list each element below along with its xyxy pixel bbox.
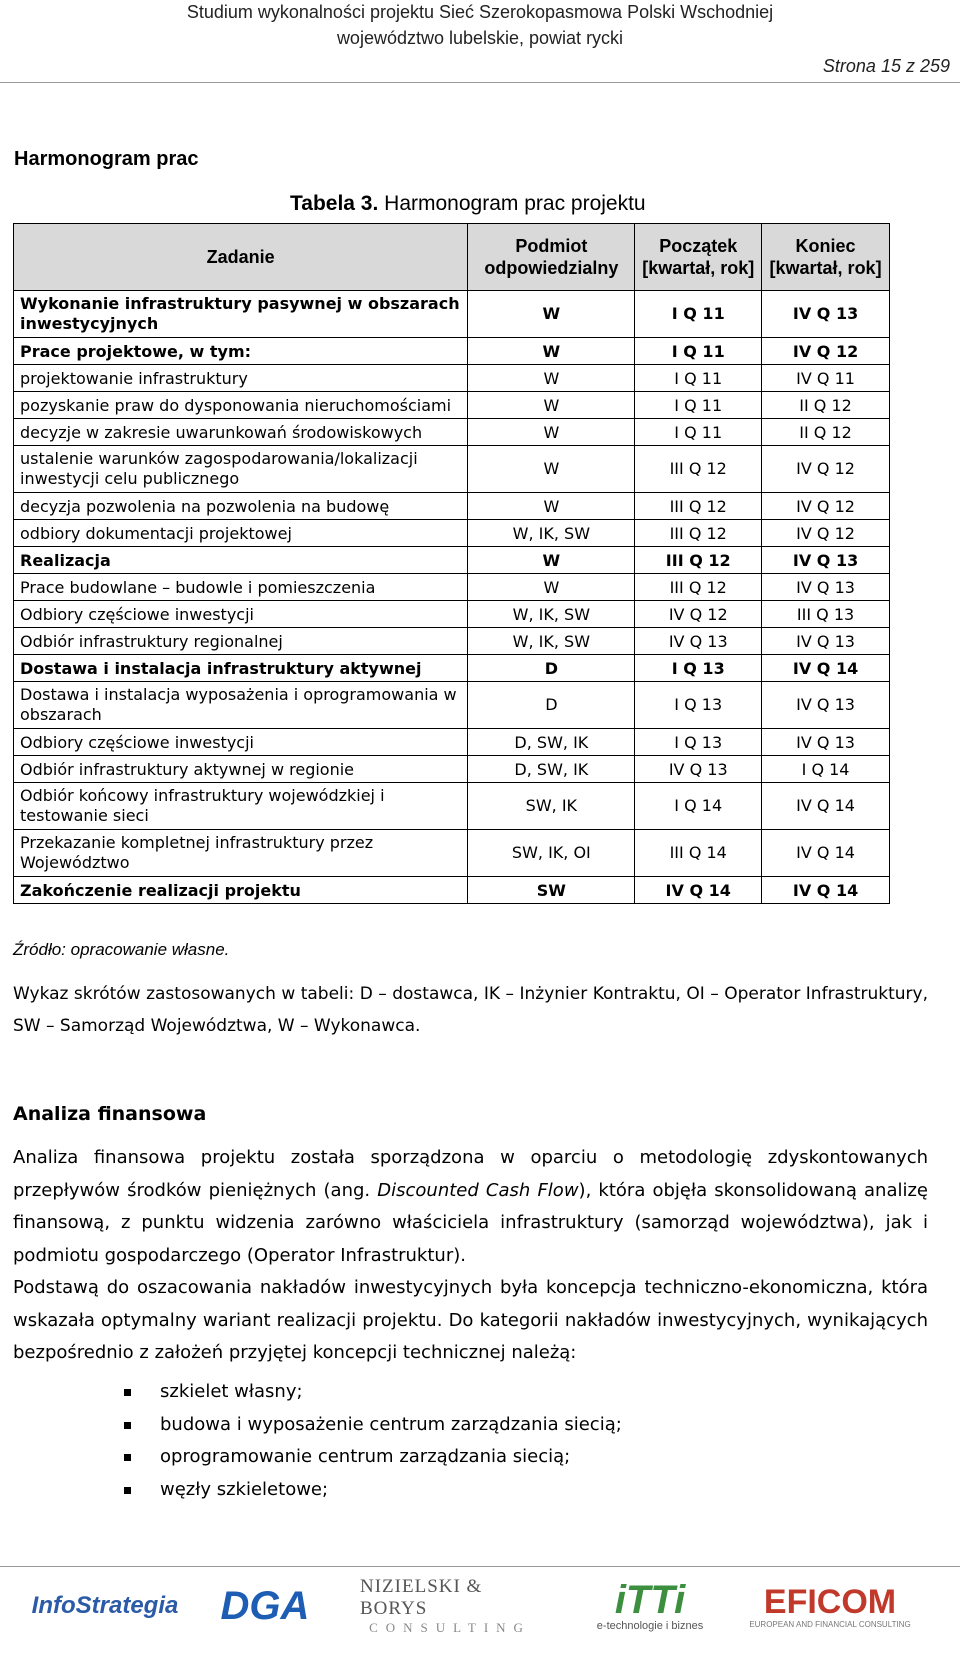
financial-analysis-text (13, 1142, 928, 1370)
table-row (14, 783, 890, 830)
cell-start: I Q 13 (635, 682, 762, 729)
paragraph-1-text-a: Analiza finansowa projektu została sporządzona w oparciu o metodologię zdyskontowanych przepływów środków pieniężnych (ang. (13, 1147, 928, 1201)
col-header-task: Zadanie (14, 224, 468, 291)
cell-end: IV Q 13 (762, 729, 890, 756)
cell-end: IV Q 14 (762, 655, 890, 682)
cell-start: IV Q 13 (635, 628, 762, 655)
table-row (14, 547, 890, 574)
cell-start: III Q 12 (635, 520, 762, 547)
cell-start: I Q 11 (635, 365, 762, 392)
cell-entity: D (468, 682, 635, 729)
cell-entity: W (468, 392, 635, 419)
paragraph-2: Podstawą do oszacowania nakładów inwestycyjnych była koncepcja techniczno-ekonomiczna, która wskazała optymalny wariant realizacji projektu. Do kategorii nakładów inwestycyjnych, wynikających bezpośrednio z założeń przyjętej koncepcji technicznej należą: (13, 1277, 928, 1363)
list-item-text: szkielet własny; (160, 1381, 303, 1402)
cell-task: decyzje w zakresie uwarunkowań środowiskowych (14, 419, 468, 446)
page-header (0, 0, 960, 83)
cell-task: Odbiór infrastruktury regionalnej (14, 628, 468, 655)
cell-end: IV Q 12 (762, 446, 890, 493)
paragraph-1-text-b: ), która objęła skonsolidowaną analizę finansową, z punktu widzenia zarówno właściciela infrastruktury (samorząd województwa), jak i podmiotu gospodarczego (Operator Infrastruktur). (13, 1179, 928, 1266)
table-row (14, 729, 890, 756)
header-subtitle: województwo lubelskie, powiat rycki (336, 28, 624, 48)
cell-start: I Q 13 (635, 729, 762, 756)
list-item-text: budowa i wyposażenie centrum zarządzania siecią; (160, 1413, 622, 1435)
cell-entity: W (468, 365, 635, 392)
table-row (14, 291, 890, 338)
cell-task: Prace projektowe, w tym: (14, 338, 468, 365)
section-title-financial: Analiza finansowa (13, 1103, 207, 1125)
table-row (14, 419, 890, 446)
cell-task: Odbiory częściowe inwestycji (14, 601, 468, 628)
cell-end: IV Q 14 (762, 830, 890, 877)
cell-task: Przekazanie kompletnej infrastruktury przez Województwo (14, 830, 468, 877)
col-header-entity: Podmiot odpowiedzialny (468, 224, 635, 291)
table-row (14, 520, 890, 547)
table-row (14, 682, 890, 729)
cell-task: Wykonanie infrastruktury pasywnej w obszarach inwestycyjnych (14, 291, 468, 338)
table-row (14, 756, 890, 783)
cell-task: Realizacja (14, 547, 468, 574)
cell-start: I Q 14 (635, 783, 762, 830)
cell-entity: W (468, 446, 635, 493)
cell-end: IV Q 11 (762, 365, 890, 392)
bullet-square-icon (124, 1454, 131, 1461)
cell-entity: SW (468, 877, 635, 904)
list-item (120, 1376, 622, 1409)
table-row (14, 574, 890, 601)
cell-task: projektowanie infrastruktury (14, 365, 468, 392)
section-title-schedule: Harmonogram prac (14, 148, 199, 170)
cell-entity: W (468, 493, 635, 520)
col-header-end: Koniec [kwartał, rok] (762, 224, 890, 291)
cell-entity: W, IK, SW (468, 628, 635, 655)
cell-task: Dostawa i instalacja infrastruktury aktywnej (14, 655, 468, 682)
cell-end: II Q 12 (762, 392, 890, 419)
cell-entity: D, SW, IK (468, 729, 635, 756)
cell-entity: W, IK, SW (468, 520, 635, 547)
cell-end: I Q 14 (762, 756, 890, 783)
cell-start: I Q 11 (635, 392, 762, 419)
cell-task: Odbiór infrastruktury aktywnej w regionie (14, 756, 468, 783)
cell-start: I Q 11 (635, 338, 762, 365)
paragraph-1-italic: Discounted Cash Flow (377, 1179, 579, 1201)
cell-start: I Q 13 (635, 655, 762, 682)
cell-entity: W (468, 291, 635, 338)
cell-task: Odbiory częściowe inwestycji (14, 729, 468, 756)
cell-end: IV Q 14 (762, 783, 890, 830)
list-item-text: węzły szkieletowe; (160, 1478, 329, 1500)
cell-end: IV Q 13 (762, 291, 890, 338)
schedule-table (13, 223, 890, 904)
cell-end: IV Q 12 (762, 493, 890, 520)
cell-end: IV Q 13 (762, 682, 890, 729)
table-row (14, 446, 890, 493)
cost-categories-list (120, 1376, 622, 1506)
bullet-square-icon (124, 1422, 131, 1429)
cell-entity: D, SW, IK (468, 756, 635, 783)
cell-task: odbiory dokumentacji projektowej (14, 520, 468, 547)
cell-task: Odbiór końcowy infrastruktury wojewódzkiej i testowanie sieci (14, 783, 468, 830)
cell-end: IV Q 14 (762, 877, 890, 904)
nizielski-borys-logo: NIZIELSKI & BORYS CONSULTING (360, 1576, 531, 1635)
schedule-table-body (14, 291, 890, 904)
eficom-logo: EFICOM EUROPEAN AND FINANCIAL CONSULTING (749, 1582, 911, 1629)
cell-task: Prace budowlane – budowle i pomieszczenia (14, 574, 468, 601)
bullet-square-icon (124, 1389, 131, 1396)
table-row (14, 628, 890, 655)
cell-start: IV Q 14 (635, 877, 762, 904)
cell-task: Dostawa i instalacja wyposażenia i oprogramowania w obszarach (14, 682, 468, 729)
table-row (14, 365, 890, 392)
list-item-text: oprogramowanie centrum zarządzania siecią; (160, 1446, 571, 1467)
cell-entity: SW, IK (468, 783, 635, 830)
cell-end: IV Q 12 (762, 520, 890, 547)
cell-end: IV Q 13 (762, 574, 890, 601)
infostrategia-logo: InfoStrategia (31, 1592, 179, 1619)
cell-start: III Q 12 (635, 493, 762, 520)
cell-start: III Q 12 (635, 574, 762, 601)
cell-entity: D (468, 655, 635, 682)
itti-logo: iTTi e-technologie i biznes (596, 1578, 704, 1632)
abbreviations-note: Wykaz skrótów zastosowanych w tabeli: D – dostawca, IK – Inżynier Kontraktu, OI – Operator Infrastruktury, SW – Samorząd Województwa, W – Wykonawca. (13, 984, 928, 1036)
table-row (14, 338, 890, 365)
cell-end: II Q 12 (762, 419, 890, 446)
cell-end: III Q 13 (762, 601, 890, 628)
table-caption-title: Harmonogram prac projektu (384, 192, 646, 215)
cell-task: pozyskanie praw do dysponowania nieruchomościami (14, 392, 468, 419)
list-item (120, 1474, 622, 1507)
table-header-row (14, 224, 890, 291)
cell-end: IV Q 13 (762, 547, 890, 574)
table-row (14, 493, 890, 520)
table-caption (290, 192, 646, 216)
cell-task: decyzja pozwolenia na pozwolenia na budowę (14, 493, 468, 520)
cell-start: IV Q 13 (635, 756, 762, 783)
table-row (14, 655, 890, 682)
cell-entity: W (468, 419, 635, 446)
cell-start: III Q 14 (635, 830, 762, 877)
cell-task: Zakończenie realizacji projektu (14, 877, 468, 904)
header-title: Studium wykonalności projektu Sieć Szerokopasmowa Polski Wschodniej (186, 2, 774, 22)
table-row (14, 877, 890, 904)
page-footer (0, 1566, 960, 1654)
list-item (120, 1441, 622, 1474)
cell-entity: W (468, 547, 635, 574)
cell-start: I Q 11 (635, 419, 762, 446)
list-item (120, 1409, 622, 1442)
paragraph-1 (13, 1142, 928, 1272)
cell-start: III Q 12 (635, 446, 762, 493)
page-number: Strona 15 z 259 (822, 56, 950, 76)
cell-start: III Q 12 (635, 547, 762, 574)
cell-entity: W, IK, SW (468, 601, 635, 628)
table-row (14, 830, 890, 877)
cell-start: I Q 11 (635, 291, 762, 338)
cell-entity: SW, IK, OI (468, 830, 635, 877)
cell-entity: W (468, 574, 635, 601)
cell-start: IV Q 12 (635, 601, 762, 628)
table-source: Źródło: opracowanie własne. (13, 940, 230, 959)
table-caption-label: Tabela 3. (290, 192, 379, 215)
col-header-start: Początek [kwartał, rok] (635, 224, 762, 291)
dga-logo: DGA (220, 1583, 310, 1628)
table-row (14, 392, 890, 419)
bullet-square-icon (124, 1487, 131, 1494)
cell-end: IV Q 12 (762, 338, 890, 365)
table-row (14, 601, 890, 628)
cell-entity: W (468, 338, 635, 365)
cell-end: IV Q 13 (762, 628, 890, 655)
cell-task: ustalenie warunków zagospodarowania/lokalizacji inwestycji celu publicznego (14, 446, 468, 493)
